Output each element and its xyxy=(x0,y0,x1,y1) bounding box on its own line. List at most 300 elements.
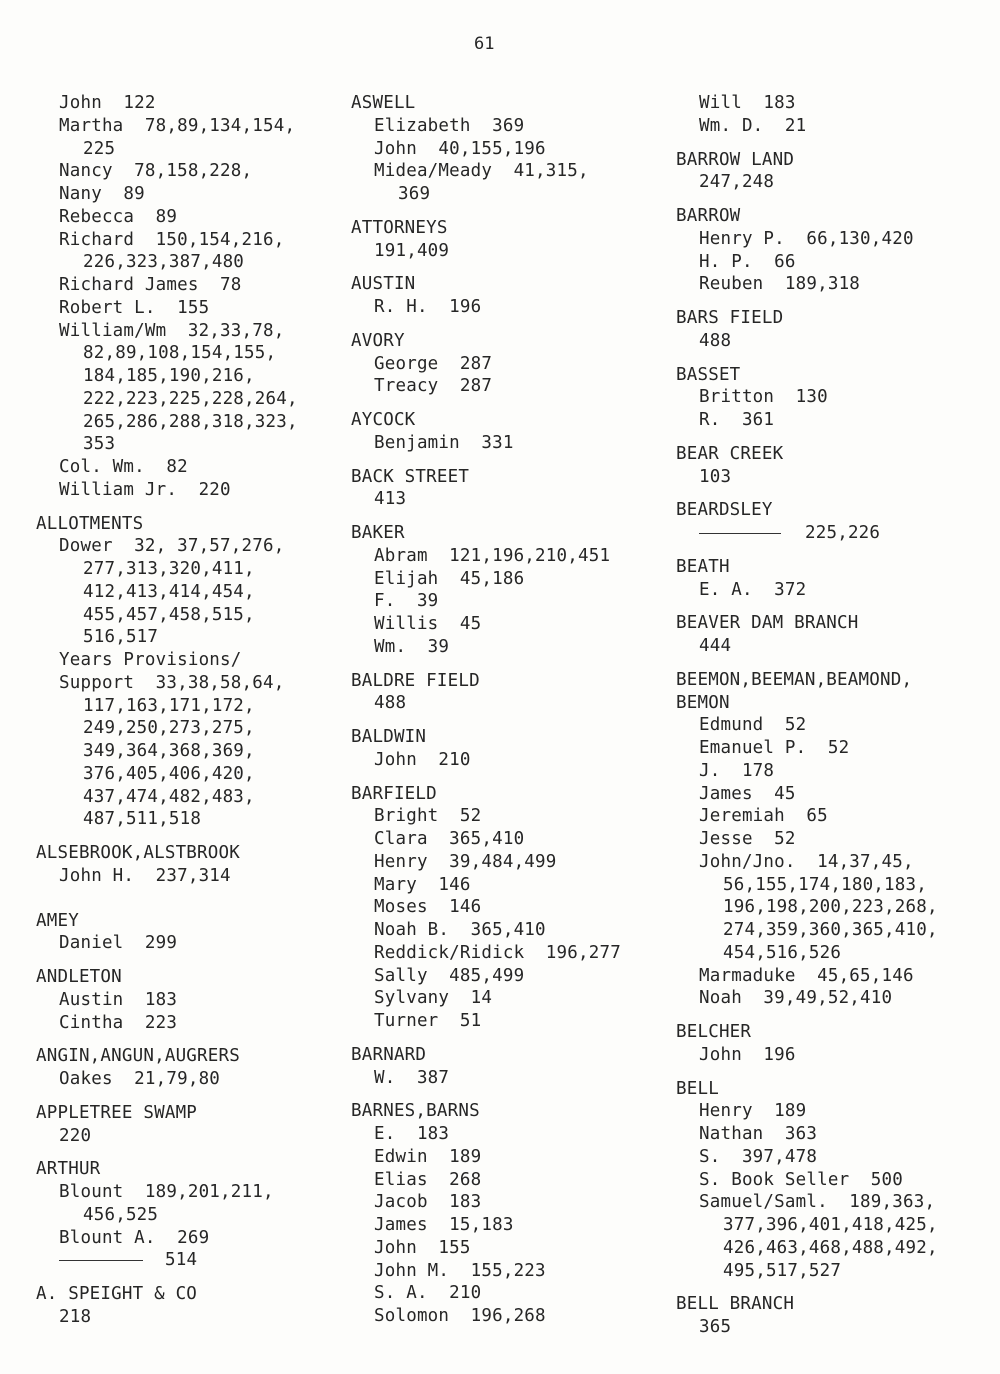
entry-text: Solomon 196,268 xyxy=(374,1306,546,1326)
entry-gap xyxy=(36,1034,326,1045)
entry-gap xyxy=(676,1282,976,1293)
index-entry xyxy=(676,386,976,409)
index-entry xyxy=(36,1125,326,1148)
entry-gap xyxy=(351,511,651,522)
index-continuation xyxy=(36,604,326,627)
entry-text: John M. 155,223 xyxy=(374,1260,546,1281)
index-heading xyxy=(36,966,326,989)
index-entry xyxy=(351,1237,651,1260)
entry-text: Bright 52 xyxy=(374,806,482,827)
index-entry xyxy=(351,1067,651,1090)
index-continuation xyxy=(36,365,326,388)
index-entry xyxy=(36,229,326,252)
index-entry xyxy=(676,228,976,251)
index-entry xyxy=(36,932,326,955)
index-entry xyxy=(351,1305,651,1328)
index-entry xyxy=(351,828,651,851)
index-entry xyxy=(676,714,976,737)
entry-text: Oakes 21,79,80 xyxy=(59,1069,221,1089)
entry-text: BEATH xyxy=(676,556,730,577)
entry-text: Benjamin 331 xyxy=(374,432,514,453)
entry-text: 376,405,406,420, xyxy=(83,763,255,784)
index-entry xyxy=(676,1191,976,1214)
entry-text: 412,413,414,454, xyxy=(83,581,255,602)
index-heading xyxy=(676,669,976,692)
entry-text: BACK STREET xyxy=(351,466,470,487)
index-heading xyxy=(36,513,326,536)
entry-text: Sylvany 14 xyxy=(374,988,493,1009)
index-continuation xyxy=(36,695,326,718)
index-heading xyxy=(676,612,976,635)
index-entry xyxy=(36,183,326,206)
index-heading xyxy=(676,1021,976,1044)
entry-text: BELL xyxy=(676,1078,719,1099)
entry-text: F. 39 xyxy=(374,591,439,612)
entry-text: Reddick/Ridick 196,277 xyxy=(374,942,621,963)
entry-text: 225 xyxy=(83,138,116,159)
index-continuation xyxy=(36,558,326,581)
entry-text: Austin 183 xyxy=(59,989,178,1010)
index-entry xyxy=(36,865,326,888)
entry-text: Noah 39,49,52,410 xyxy=(699,988,893,1009)
index-continuation xyxy=(676,1260,976,1283)
entry-gap xyxy=(676,658,976,669)
index-continuation xyxy=(676,1237,976,1260)
entry-text: BARROW LAND xyxy=(676,149,795,170)
entry-text: 377,396,401,418,425, xyxy=(723,1215,938,1235)
entry-gap xyxy=(351,772,651,783)
index-continuation xyxy=(676,919,976,942)
index-continuation xyxy=(36,411,326,434)
entry-gap xyxy=(351,1089,651,1100)
entry-gap xyxy=(351,455,651,466)
index-entry xyxy=(351,987,651,1010)
index-heading xyxy=(351,273,651,296)
index-entry xyxy=(676,965,976,988)
index-entry xyxy=(36,115,326,138)
entry-text: Treacy 287 xyxy=(374,376,493,397)
entry-text: 265,286,288,318,323, xyxy=(83,411,298,432)
index-entry xyxy=(676,851,976,874)
entry-text: Richard 150,154,216, xyxy=(59,229,285,250)
index-heading xyxy=(36,1045,326,1068)
entry-text: Samuel/Saml. 189,363, xyxy=(699,1192,936,1213)
entry-text: 514 xyxy=(165,1250,198,1271)
entry-text: Abram 121,196,210,451 xyxy=(374,545,611,566)
index-entry xyxy=(351,874,651,897)
entry-text: Jeremiah 65 xyxy=(699,806,828,827)
index-entry xyxy=(351,942,651,965)
index-heading xyxy=(351,409,651,432)
index-heading xyxy=(351,330,651,353)
index-entry xyxy=(351,488,651,511)
index-continuation xyxy=(36,138,326,161)
entry-text: Elias 268 xyxy=(374,1169,482,1190)
entry-text: 495,517,527 xyxy=(723,1260,842,1281)
index-heading xyxy=(351,783,651,806)
entry-text: Henry 189 xyxy=(699,1101,807,1122)
index-entry xyxy=(36,479,326,502)
entry-text: AMEY xyxy=(36,910,79,931)
index-continuation xyxy=(36,433,326,456)
entry-text: Years Provisions/ xyxy=(59,650,242,670)
index-continuation xyxy=(36,740,326,763)
index-continuation xyxy=(36,251,326,274)
entry-text: Henry P. 66,130,420 xyxy=(699,228,914,249)
index-entry xyxy=(351,432,651,455)
entry-gap xyxy=(676,432,976,443)
entry-text: Will 183 xyxy=(699,93,796,113)
index-entry xyxy=(676,760,976,783)
entry-text: Edmund 52 xyxy=(699,715,807,736)
entry-text: AUSTIN xyxy=(351,274,416,295)
entry-gap xyxy=(676,1067,976,1078)
entry-gap xyxy=(676,138,976,149)
entry-text: Rebecca 89 xyxy=(59,206,178,227)
entry-text: Reuben 189,318 xyxy=(699,274,861,295)
entry-text: ARTHUR xyxy=(36,1159,101,1180)
blank-name-rule xyxy=(699,533,781,534)
entry-text: John 210 xyxy=(374,749,471,770)
index-entry xyxy=(676,273,976,296)
entry-text: BEMON xyxy=(676,692,730,713)
entry-text: Elizabeth 369 xyxy=(374,115,525,136)
index-heading xyxy=(676,205,976,228)
entry-gap xyxy=(676,545,976,556)
index-heading xyxy=(676,692,976,715)
index-entry xyxy=(36,320,326,343)
index-continuation xyxy=(676,896,976,919)
index-heading xyxy=(351,217,651,240)
index-entry xyxy=(676,987,976,1010)
index-entry xyxy=(351,353,651,376)
index-entry xyxy=(676,171,976,194)
entry-text: Edwin 189 xyxy=(374,1146,482,1167)
entry-text: Wm. D. 21 xyxy=(699,115,807,136)
entry-text: BASSET xyxy=(676,364,741,385)
index-continuation xyxy=(36,388,326,411)
entry-text: 225,226 xyxy=(805,523,881,543)
index-continuation xyxy=(36,626,326,649)
entry-text: 353 xyxy=(83,434,116,455)
index-continuation xyxy=(36,1204,326,1227)
entry-gap xyxy=(36,1147,326,1158)
index-entry xyxy=(676,1123,976,1146)
index-entry xyxy=(676,635,976,658)
entry-text: 218 xyxy=(59,1306,92,1327)
entry-text: J. 178 xyxy=(699,760,775,781)
index-entry xyxy=(676,409,976,432)
index-entry xyxy=(351,138,651,161)
index-entry xyxy=(36,1181,326,1204)
entry-text: 365 xyxy=(699,1317,732,1337)
entry-text: BALDRE FIELD xyxy=(351,670,480,691)
index-entry xyxy=(351,1123,651,1146)
index-entry xyxy=(676,1316,976,1339)
index-entry xyxy=(676,251,976,274)
entry-text: S. Book Seller 500 xyxy=(699,1169,903,1190)
index-entry xyxy=(351,1146,651,1169)
entry-text: 426,463,468,488,492, xyxy=(723,1237,938,1258)
index-entry xyxy=(351,545,651,568)
entry-text: S. A. 210 xyxy=(374,1283,482,1304)
entry-gap xyxy=(351,1033,651,1044)
index-entry xyxy=(36,206,326,229)
entry-text: W. 387 xyxy=(374,1067,450,1088)
index-heading xyxy=(351,726,651,749)
index-continuation xyxy=(351,183,651,206)
index-continuation xyxy=(36,808,326,831)
entry-text: Dower 32, 37,57,276, xyxy=(59,536,285,557)
index-entry xyxy=(36,1306,326,1329)
entry-text: Turner 51 xyxy=(374,1011,482,1031)
index-entry xyxy=(676,522,976,545)
index-entry xyxy=(36,92,326,115)
entry-text: ANGIN,ANGUN,AUGRERS xyxy=(36,1046,240,1067)
entry-text: H. P. 66 xyxy=(699,251,796,272)
entry-text: Robert L. 155 xyxy=(59,297,210,318)
entry-text: BAKER xyxy=(351,523,405,543)
index-entry xyxy=(351,1191,651,1214)
entry-text: E. 183 xyxy=(374,1124,450,1144)
index-entry xyxy=(36,160,326,183)
blank-name-rule xyxy=(59,1260,143,1261)
entry-text: BARS FIELD xyxy=(676,308,784,328)
entry-text: 103 xyxy=(699,466,732,487)
entry-gap xyxy=(351,659,651,670)
entry-text: R. H. 196 xyxy=(374,297,482,317)
index-entry xyxy=(351,749,651,772)
index-heading xyxy=(676,1293,976,1316)
entry-text: 516,517 xyxy=(83,627,159,648)
entry-text: AVORY xyxy=(351,330,405,351)
entry-text: BELL BRANCH xyxy=(676,1294,795,1315)
index-entry xyxy=(676,579,976,602)
index-entry xyxy=(676,737,976,760)
index-entry xyxy=(351,296,651,319)
entry-gap xyxy=(36,899,326,910)
index-heading xyxy=(351,466,651,489)
entry-text: 487,511,518 xyxy=(83,809,202,830)
index-entry xyxy=(36,1249,326,1272)
entry-text: 454,516,526 xyxy=(723,942,842,963)
entry-text: 82,89,108,154,155, xyxy=(83,343,277,364)
entry-text: 369 xyxy=(398,184,431,204)
entry-text: 184,185,190,216, xyxy=(83,366,255,386)
entry-gap xyxy=(36,831,326,842)
entry-text: BARFIELD xyxy=(351,783,437,804)
entry-text: John 40,155,196 xyxy=(374,138,546,159)
index-entry xyxy=(351,375,651,398)
entry-text: BARROW xyxy=(676,206,741,226)
entry-gap xyxy=(351,206,651,217)
index-heading xyxy=(351,92,651,115)
index-entry xyxy=(36,456,326,479)
index-entry xyxy=(351,1260,651,1283)
entry-text: BELCHER xyxy=(676,1022,752,1042)
entry-text: 413 xyxy=(374,489,407,510)
entry-text: BEARDSLEY xyxy=(676,500,773,521)
entry-text: Blount A. 269 xyxy=(59,1227,210,1248)
index-heading xyxy=(351,670,651,693)
entry-gap xyxy=(351,398,651,409)
entry-gap xyxy=(351,262,651,273)
index-heading xyxy=(36,1283,326,1306)
entry-text: 249,250,273,275, xyxy=(83,718,255,739)
entry-text: Clara 365,410 xyxy=(374,829,525,849)
index-continuation xyxy=(676,1214,976,1237)
index-continuation xyxy=(36,786,326,809)
entry-text: Henry 39,484,499 xyxy=(374,851,557,872)
entry-text: John 155 xyxy=(374,1237,471,1258)
entry-text: George 287 xyxy=(374,353,493,374)
entry-text: 196,198,200,223,268, xyxy=(723,897,938,918)
page-number: 61 xyxy=(474,34,495,54)
entry-text: 456,525 xyxy=(83,1204,159,1225)
index-entry xyxy=(36,535,326,558)
index-entry xyxy=(676,1100,976,1123)
index-entry xyxy=(676,1044,976,1067)
index-entry xyxy=(351,805,651,828)
entry-text: BARNES,BARNS xyxy=(351,1101,480,1122)
entry-gap xyxy=(676,1010,976,1021)
entry-text: Cintha 223 xyxy=(59,1012,178,1033)
entry-text: John H. 237,314 xyxy=(59,865,231,886)
index-entry xyxy=(351,965,651,988)
entry-text: Midea/Meady 41,315, xyxy=(374,161,589,182)
index-entry xyxy=(676,92,976,115)
entry-text: James 45 xyxy=(699,783,796,804)
index-entry xyxy=(351,240,651,263)
entry-text: William Jr. 220 xyxy=(59,479,231,500)
entry-gap xyxy=(36,502,326,513)
entry-text: R. 361 xyxy=(699,410,775,430)
entry-text: 444 xyxy=(699,636,732,656)
index-entry xyxy=(36,672,326,695)
entry-text: Nathan 363 xyxy=(699,1124,818,1144)
entry-text: ALLOTMENTS xyxy=(36,513,144,534)
entry-text: John 196 xyxy=(699,1044,796,1065)
entry-text: APPLETREE SWAMP xyxy=(36,1102,198,1123)
entry-text: E. A. 372 xyxy=(699,579,807,600)
index-heading xyxy=(676,1078,976,1101)
entry-text: BALDWIN xyxy=(351,727,427,747)
entry-gap xyxy=(676,296,976,307)
entry-gap xyxy=(36,1272,326,1283)
entry-text: John 122 xyxy=(59,93,156,113)
entry-text: 488 xyxy=(374,693,407,714)
entry-text: John/Jno. 14,37,45, xyxy=(699,851,914,872)
index-entry xyxy=(36,297,326,320)
index-heading xyxy=(676,443,976,466)
entry-text: S. 397,478 xyxy=(699,1146,818,1167)
index-heading xyxy=(676,499,976,522)
index-continuation xyxy=(36,342,326,365)
index-heading xyxy=(36,910,326,933)
entry-text: William/Wm 32,33,78, xyxy=(59,320,285,341)
index-entry xyxy=(351,568,651,591)
entry-text: 56,155,174,180,183, xyxy=(723,874,927,895)
entry-text: Blount 189,201,211, xyxy=(59,1182,274,1202)
entry-text: Wm. 39 xyxy=(374,636,450,657)
index-entry xyxy=(351,1214,651,1237)
index-heading xyxy=(351,1044,651,1067)
index-entry xyxy=(351,590,651,613)
index-entry xyxy=(36,649,326,672)
index-entry xyxy=(351,851,651,874)
index-entry xyxy=(351,1169,651,1192)
index-heading xyxy=(36,1102,326,1125)
index-heading xyxy=(36,842,326,865)
index-entry xyxy=(351,160,651,183)
entry-text: Richard James 78 xyxy=(59,275,242,295)
index-entry xyxy=(36,1227,326,1250)
index-entry xyxy=(351,115,651,138)
index-heading xyxy=(676,364,976,387)
index-column-2 xyxy=(351,92,651,1328)
index-column-1 xyxy=(36,92,326,1329)
index-heading xyxy=(676,307,976,330)
index-entry xyxy=(676,466,976,489)
index-entry xyxy=(36,989,326,1012)
entry-text: 274,359,360,365,410, xyxy=(723,920,938,940)
entry-gap xyxy=(36,888,326,899)
index-continuation xyxy=(36,581,326,604)
entry-gap xyxy=(36,955,326,966)
index-entry xyxy=(351,919,651,942)
index-entry xyxy=(351,1010,651,1033)
index-heading xyxy=(676,556,976,579)
index-heading xyxy=(676,149,976,172)
entry-text: Marmaduke 45,65,146 xyxy=(699,965,914,986)
entry-text: ALSEBROOK,ALSTBROOK xyxy=(36,843,240,863)
index-entry xyxy=(351,896,651,919)
entry-text: Nancy 78,158,228, xyxy=(59,161,253,182)
entry-text: 191,409 xyxy=(374,240,450,261)
entry-text: BEEMON,BEEMAN,BEAMOND, xyxy=(676,669,913,690)
entry-text: 117,163,171,172, xyxy=(83,695,255,716)
index-continuation xyxy=(36,763,326,786)
entry-text: Elijah 45,186 xyxy=(374,568,525,589)
entry-text: Emanuel P. 52 xyxy=(699,738,850,758)
entry-text: BARNARD xyxy=(351,1044,427,1065)
entry-text: 220 xyxy=(59,1125,92,1146)
entry-gap xyxy=(351,715,651,726)
entry-text: Jacob 183 xyxy=(374,1192,482,1213)
entry-text: Britton 130 xyxy=(699,387,828,408)
entry-text: Jesse 52 xyxy=(699,829,796,849)
index-heading xyxy=(351,522,651,545)
entry-text: 488 xyxy=(699,330,732,351)
entry-text: 437,474,482,483, xyxy=(83,786,255,807)
entry-text: Sally 485,499 xyxy=(374,965,525,986)
entry-text: Support 33,38,58,64, xyxy=(59,672,285,693)
index-continuation xyxy=(36,717,326,740)
index-entry xyxy=(351,636,651,659)
index-entry xyxy=(676,1146,976,1169)
index-heading xyxy=(351,1100,651,1123)
entry-text: 349,364,368,369, xyxy=(83,741,255,761)
entry-text: A. SPEIGHT & CO xyxy=(36,1284,198,1304)
index-entry xyxy=(676,783,976,806)
entry-text: Daniel 299 xyxy=(59,933,178,954)
index-entry xyxy=(676,828,976,851)
index-entry xyxy=(36,274,326,297)
entry-text: BEAR CREEK xyxy=(676,443,784,464)
index-continuation xyxy=(676,874,976,897)
entry-text: 277,313,320,411, xyxy=(83,559,255,579)
entry-gap xyxy=(676,194,976,205)
